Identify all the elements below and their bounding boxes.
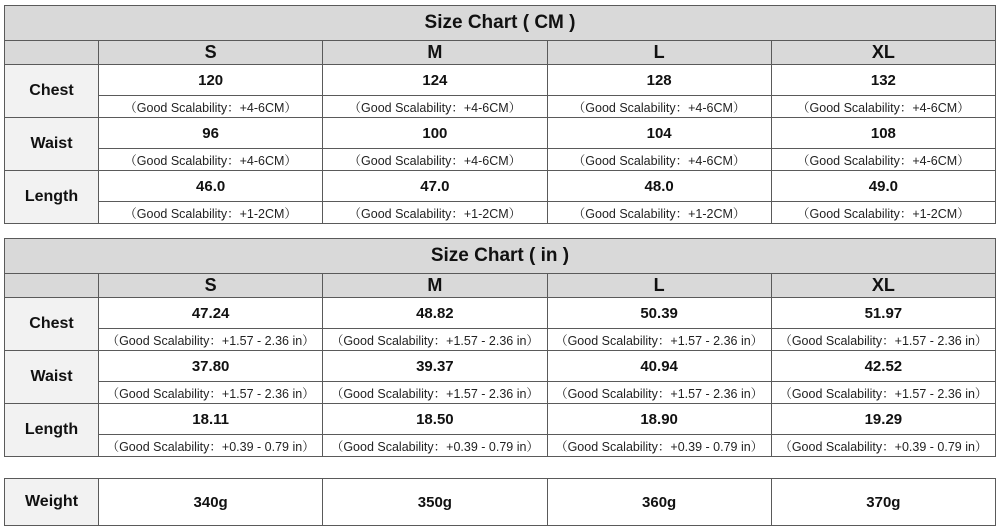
in-waist-l: 40.94: [547, 351, 771, 382]
row-label-chest: Chest: [5, 298, 99, 351]
in-length-m: 18.50: [323, 404, 547, 435]
header-corner: [5, 41, 99, 65]
row-label-waist: Waist: [5, 351, 99, 404]
weight-table: [4, 478, 996, 526]
size-chart-inch-table: [4, 238, 996, 457]
cm-table-title: Size Chart ( CM ): [5, 6, 996, 41]
row-label-weight: Weight: [5, 479, 99, 526]
in-length-note-xl: （Good Scalability：+0.39 - 0.79 in）: [771, 435, 995, 457]
cm-waist-s: 96: [99, 118, 323, 149]
cm-waist-note-s: （Good Scalability：+4-6CM）: [99, 149, 323, 171]
in-length-note-m: （Good Scalability：+0.39 - 0.79 in）: [323, 435, 547, 457]
in-chest-m: 48.82: [323, 298, 547, 329]
row-label-length: Length: [5, 171, 99, 224]
size-header-xl: XL: [771, 274, 995, 298]
size-header-m: M: [323, 41, 547, 65]
header-corner: [5, 274, 99, 298]
in-chest-l: 50.39: [547, 298, 771, 329]
weight-m: 350g: [323, 479, 547, 526]
size-header-xl: XL: [771, 41, 995, 65]
in-waist-s: 37.80: [99, 351, 323, 382]
size-header-m: M: [323, 274, 547, 298]
in-chest-s: 47.24: [99, 298, 323, 329]
cm-chest-note-m: （Good Scalability：+4-6CM）: [323, 96, 547, 118]
row-label-length: Length: [5, 404, 99, 457]
row-label-waist: Waist: [5, 118, 99, 171]
cm-length-note-m: （Good Scalability：+1-2CM）: [323, 202, 547, 224]
size-header-s: S: [99, 41, 323, 65]
cm-waist-xl: 108: [771, 118, 995, 149]
weight-l: 360g: [547, 479, 771, 526]
in-waist-note-l: （Good Scalability：+1.57 - 2.36 in）: [547, 382, 771, 404]
in-chest-note-s: （Good Scalability：+1.57 - 2.36 in）: [99, 329, 323, 351]
cm-chest-note-l: （Good Scalability：+4-6CM）: [547, 96, 771, 118]
inch-table-title: Size Chart ( in ): [5, 239, 996, 274]
cm-waist-m: 100: [323, 118, 547, 149]
cm-length-note-s: （Good Scalability：+1-2CM）: [99, 202, 323, 224]
in-length-note-s: （Good Scalability：+0.39 - 0.79 in）: [99, 435, 323, 457]
in-waist-note-xl: （Good Scalability：+1.57 - 2.36 in）: [771, 382, 995, 404]
size-header-l: L: [547, 274, 771, 298]
cm-chest-note-s: （Good Scalability：+4-6CM）: [99, 96, 323, 118]
in-chest-note-xl: （Good Scalability：+1.57 - 2.36 in）: [771, 329, 995, 351]
in-chest-note-l: （Good Scalability：+1.57 - 2.36 in）: [547, 329, 771, 351]
cm-length-m: 47.0: [323, 171, 547, 202]
in-chest-xl: 51.97: [771, 298, 995, 329]
size-header-l: L: [547, 41, 771, 65]
cm-waist-l: 104: [547, 118, 771, 149]
in-waist-m: 39.37: [323, 351, 547, 382]
cm-length-note-xl: （Good Scalability：+1-2CM）: [771, 202, 995, 224]
cm-chest-note-xl: （Good Scalability：+4-6CM）: [771, 96, 995, 118]
size-chart-cm-table: [4, 5, 996, 224]
cm-length-note-l: （Good Scalability：+1-2CM）: [547, 202, 771, 224]
in-waist-note-m: （Good Scalability：+1.57 - 2.36 in）: [323, 382, 547, 404]
in-length-note-l: （Good Scalability：+0.39 - 0.79 in）: [547, 435, 771, 457]
cm-chest-s: 120: [99, 65, 323, 96]
weight-s: 340g: [99, 479, 323, 526]
cm-chest-m: 124: [323, 65, 547, 96]
in-waist-xl: 42.52: [771, 351, 995, 382]
cm-waist-note-l: （Good Scalability：+4-6CM）: [547, 149, 771, 171]
cm-chest-xl: 132: [771, 65, 995, 96]
in-chest-note-m: （Good Scalability：+1.57 - 2.36 in）: [323, 329, 547, 351]
in-length-l: 18.90: [547, 404, 771, 435]
cm-length-l: 48.0: [547, 171, 771, 202]
in-waist-note-s: （Good Scalability：+1.57 - 2.36 in）: [99, 382, 323, 404]
row-label-chest: Chest: [5, 65, 99, 118]
weight-xl: 370g: [771, 479, 995, 526]
in-length-xl: 19.29: [771, 404, 995, 435]
cm-length-s: 46.0: [99, 171, 323, 202]
in-length-s: 18.11: [99, 404, 323, 435]
cm-waist-note-xl: （Good Scalability：+4-6CM）: [771, 149, 995, 171]
size-header-s: S: [99, 274, 323, 298]
cm-chest-l: 128: [547, 65, 771, 96]
cm-waist-note-m: （Good Scalability：+4-6CM）: [323, 149, 547, 171]
cm-length-xl: 49.0: [771, 171, 995, 202]
